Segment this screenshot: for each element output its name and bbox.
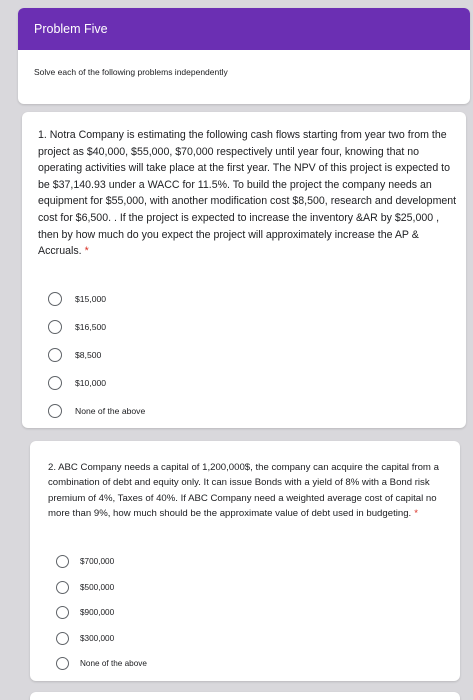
option-label: $500,000 [80,582,115,592]
option-none-of-the-above[interactable] [48,397,145,425]
radio-button[interactable] [56,606,69,619]
option-16500[interactable] [48,313,145,341]
option-label: $16,500 [75,322,107,332]
option-500000[interactable] [56,575,147,601]
radio-button[interactable] [48,348,62,362]
options-list [48,285,145,425]
required-asterisk: * [84,245,89,258]
required-asterisk: * [414,507,418,519]
option-label: $700,000 [80,557,115,567]
radio-button[interactable] [48,376,62,390]
question-card-1 [22,112,466,428]
question-card-2 [30,441,460,681]
option-700000[interactable] [56,549,147,575]
radio-button[interactable] [56,632,69,645]
option-900000[interactable] [56,600,147,626]
option-label: None of the above [75,406,146,416]
radio-button[interactable] [48,320,62,334]
section-title: Problem Five [34,22,108,36]
section-card [18,8,470,104]
radio-button[interactable] [56,555,69,568]
option-10000[interactable] [48,369,145,397]
option-label: None of the above [80,659,147,669]
radio-button[interactable] [48,404,62,418]
radio-button[interactable] [48,292,62,306]
option-label: $900,000 [80,608,115,618]
option-8500[interactable] [48,341,145,369]
radio-button[interactable] [56,581,69,594]
radio-button[interactable] [56,657,69,670]
option-300000[interactable] [56,626,147,652]
question-text: 2. ABC Company needs a capital of 1,200,000$, the company can acquire the capital from a combination of debt and equity only. It can issue Bonds with a yield of 8% with a Bond risk premium of 4%, Taxes of 40%. If ABC Company need a weighted average cost of capital no more than 9%, how much should be the approximate value of debt used in budgeting. * [48,462,439,519]
question-text: 1. Notra Company is estimating the following cash flows starting from year two from the project as $40,000, $55,000, $70,000 respectively until year four, knowing that no operating activities will take place at the first year. The NPV of this project is expected to be $37,140.93 under a WACC for 11.5%. To build the project the company needs an equipment for $55,000, with another modification cost $8,500, research and development cost for $6,500. . If the project is expected to increase the inventory &AR by $25,000 , then by how much do you expect the project will approximately increase the AP & Accruals. * [38,129,457,258]
section-description: Solve each of the following problems independently [34,67,228,77]
option-label: $8,500 [75,350,102,360]
option-label: $15,000 [75,294,107,304]
option-label: $300,000 [80,633,115,643]
options-list [56,549,147,677]
option-15000[interactable] [48,285,145,313]
option-label: $10,000 [75,378,107,388]
section-header [18,8,470,50]
option-none-of-the-above[interactable] [56,651,147,677]
question-card-3 [30,692,460,700]
